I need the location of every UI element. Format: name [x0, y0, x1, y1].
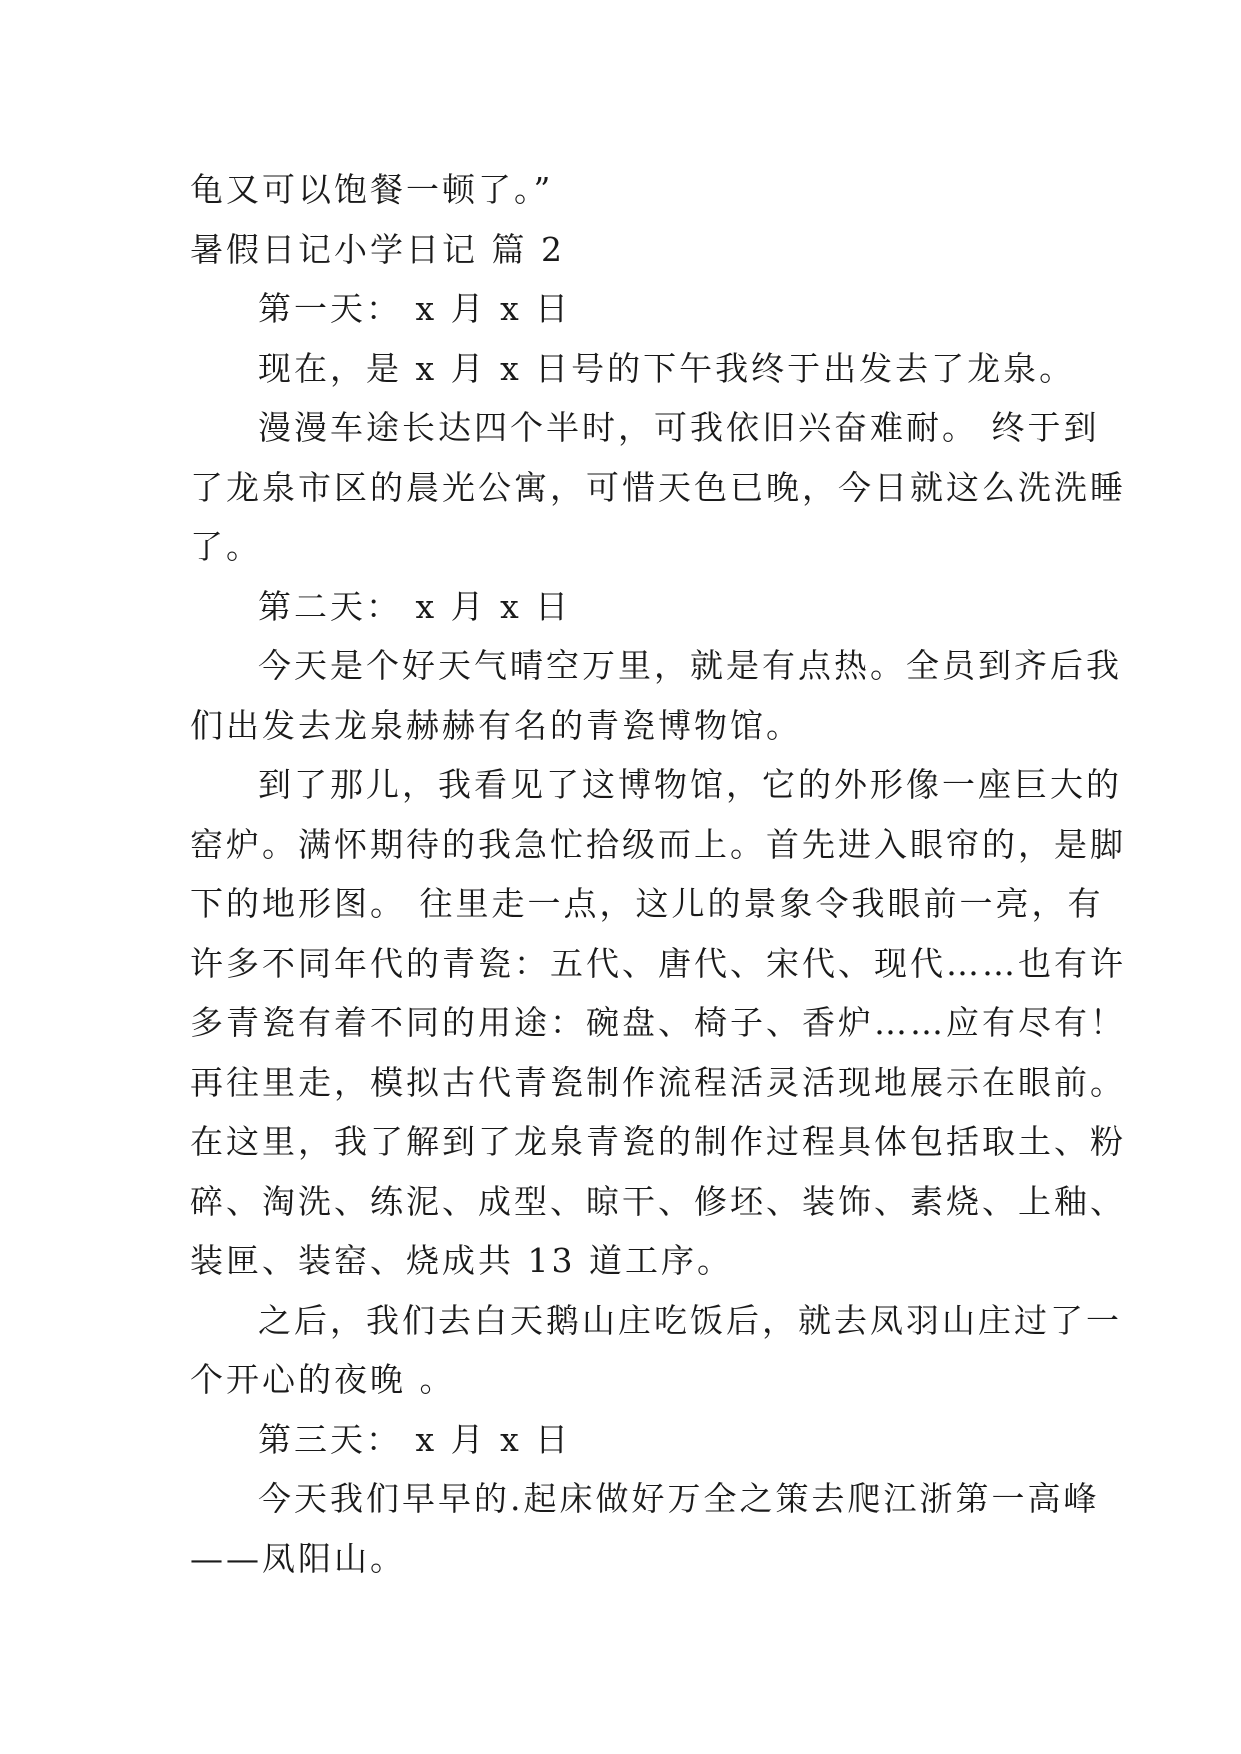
text-line: 许多不同年代的青瓷：五代、唐代、宋代、现代……也有许: [190, 943, 1126, 983]
day-heading: 第二天： x 月 x 日: [258, 586, 572, 626]
text-line: 今天我们早早的.起床做好万全之策去爬江浙第一高峰: [258, 1479, 1100, 1518]
text-line: 们出发去龙泉赫赫有名的青瓷博物馆。: [190, 705, 802, 745]
text-line: 到了那儿，我看见了这博物馆，它的外形像一座巨大的: [258, 765, 1122, 804]
text-line: 窑炉。满怀期待的我急忙拾级而上。首先进入眼帘的，是脚: [190, 824, 1126, 864]
text-line: ——凤阳山。: [190, 1538, 406, 1578]
text-line: 了龙泉市区的晨光公寓，可惜天色已晚，今日就这么洗洗睡: [190, 467, 1126, 507]
text-line: 碎、淘洗、练泥、成型、晾干、修坯、装饰、素烧、上釉、: [190, 1181, 1126, 1221]
text-line: 装匣、装窑、烧成共 13 道工序。: [190, 1241, 733, 1280]
text-line: 再往里走，模拟古代青瓷制作流程活灵活现地展示在眼前。: [190, 1062, 1126, 1102]
text-line: 了。: [190, 527, 262, 566]
text-line: 漫漫车途长达四个半时，可我依旧兴奋难耐。 终于到: [258, 408, 1100, 447]
section-heading: 暑假日记小学日记 篇 2: [190, 229, 565, 269]
text-line: 下的地形图。 往里走一点，这儿的景象令我眼前一亮，有: [190, 884, 1104, 923]
text-line: 现在，是 x 月 x 日号的下午我终于出发去了龙泉。: [258, 348, 1076, 388]
text-line: 龟又可以饱餐一顿了。”: [190, 170, 554, 209]
text-line: 之后，我们去白天鹅山庄吃饭后，就去凤羽山庄过了一: [258, 1300, 1122, 1340]
day-heading: 第一天： x 月 x 日: [258, 289, 572, 328]
text-line: 多青瓷有着不同的用途：碗盘、椅子、香炉……应有尽有！: [190, 1003, 1126, 1042]
text-line: 个开心的夜晚 。: [190, 1360, 456, 1399]
text-line: 在这里，我了解到了龙泉青瓷的制作过程具体包括取土、粉: [190, 1122, 1126, 1161]
diary-text: [190, 160, 1126, 1588]
text-line: 今天是个好天气晴空万里，就是有点热。全员到齐后我: [258, 646, 1122, 685]
day-heading: 第三天： x 月 x 日: [258, 1419, 572, 1459]
